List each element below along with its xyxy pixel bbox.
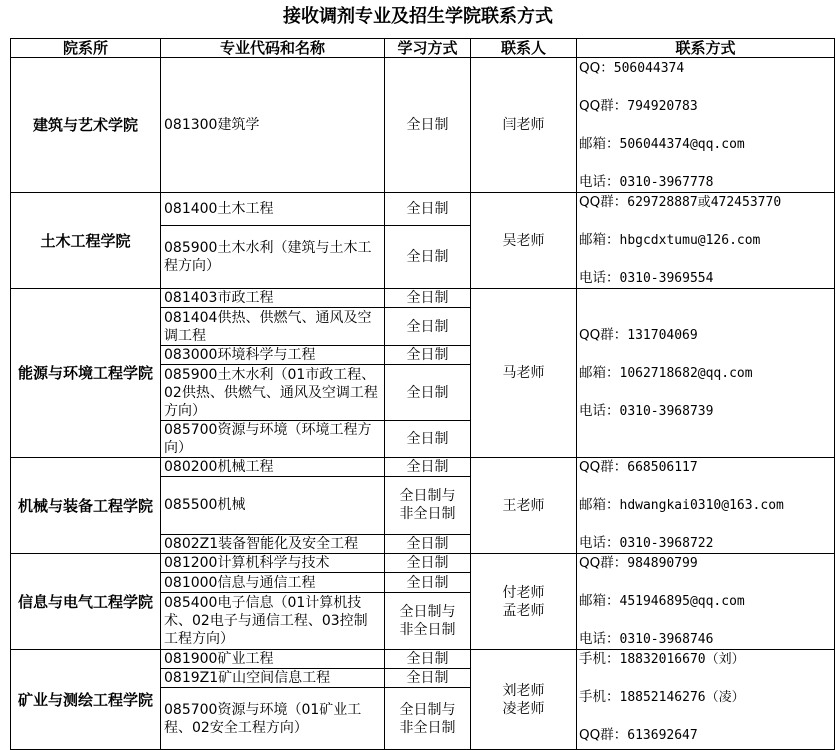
college-name: 机械与装备工程学院 xyxy=(11,458,161,554)
info-line: 手机：18832016670（刘） xyxy=(579,651,745,667)
page-title: 接收调剂专业及招生学院联系方式 xyxy=(283,6,553,27)
table-row xyxy=(11,650,835,669)
contact-person: 吴老师 xyxy=(471,193,577,289)
major-name: 081403市政工程 xyxy=(161,289,385,308)
table-row xyxy=(11,289,835,308)
info-line: 电话：0310-3968739 xyxy=(579,402,714,419)
contact-info xyxy=(577,458,835,554)
info-line: 邮箱：hdwangkai0310@163.com xyxy=(579,497,784,513)
study-mode: 全日制 xyxy=(385,669,471,688)
contact-info xyxy=(577,193,835,289)
college-name: 信息与电气工程学院 xyxy=(11,554,161,650)
header-study-mode: 学习方式 xyxy=(385,39,471,58)
table-row xyxy=(11,193,835,226)
major-name: 0819Z1矿山空间信息工程 xyxy=(161,669,385,688)
study-mode: 全日制 xyxy=(385,308,471,346)
college-name: 土木工程学院 xyxy=(11,193,161,289)
info-line: 邮箱：hbgcdxtumu@126.com xyxy=(579,232,761,248)
info-line: QQ群：131704069 xyxy=(579,326,698,343)
major-name: 085900土木水利（建筑与土木工程方向） xyxy=(161,225,385,288)
contact-person: 王老师 xyxy=(471,458,577,554)
major-name: 081900矿业工程 xyxy=(161,650,385,669)
info-line: QQ群：613692647 xyxy=(579,727,698,743)
contact-person: 闫老师 xyxy=(471,58,577,193)
study-mode: 全日制 xyxy=(385,365,471,421)
study-mode: 全日制与非全日制 xyxy=(385,477,471,534)
contact-info xyxy=(577,58,835,193)
study-mode: 全日制 xyxy=(385,650,471,669)
contact-person: 付老师 孟老师 xyxy=(471,554,577,650)
major-name: 081404供热、供燃气、通风及空调工程 xyxy=(161,308,385,346)
header-contact-person: 联系人 xyxy=(471,39,577,58)
major-name: 085400电子信息（01计算机技术、02电子与通信工程、03控制工程方向） xyxy=(161,592,385,649)
table-row xyxy=(11,554,835,573)
study-mode: 全日制 xyxy=(385,193,471,226)
study-mode: 全日制与非全日制 xyxy=(385,592,471,649)
header-contact-info: 联系方式 xyxy=(577,39,835,58)
info-line: 电话：0310-3969554 xyxy=(579,270,714,286)
major-name: 081400土木工程 xyxy=(161,193,385,226)
study-mode: 全日制 xyxy=(385,573,471,592)
table-row xyxy=(11,58,835,193)
info-line: QQ群：629728887或472453770 xyxy=(579,194,782,210)
college-name: 矿业与测绘工程学院 xyxy=(11,650,161,750)
info-line: 电话：0310-3968722 xyxy=(579,535,714,551)
info-line: 手机：18852146276（凌） xyxy=(579,689,745,705)
major-name: 085700资源与环境（01矿业工程、02安全工程方向） xyxy=(161,688,385,750)
contact-person: 刘老师 凌老师 xyxy=(471,650,577,750)
college-name: 能源与环境工程学院 xyxy=(11,289,161,458)
contact-info xyxy=(577,554,835,650)
contact-person: 马老师 xyxy=(471,289,577,458)
info-line: QQ：506044374 xyxy=(579,60,685,76)
major-name: 081200计算机科学与技术 xyxy=(161,554,385,573)
header-major: 专业代码和名称 xyxy=(161,39,385,58)
study-mode: 全日制 xyxy=(385,58,471,193)
study-mode: 全日制 xyxy=(385,458,471,477)
major-name: 080200机械工程 xyxy=(161,458,385,477)
info-line: QQ群：984890799 xyxy=(579,555,698,571)
info-line: 邮箱：451946895@qq.com xyxy=(579,593,745,609)
contact-info xyxy=(577,289,835,458)
major-name: 0802Z1装备智能化及安全工程 xyxy=(161,534,385,553)
major-name: 081300建筑学 xyxy=(161,58,385,193)
major-name: 085900土木水利（01市政工程、02供热、供燃气、通风及空调工程方向） xyxy=(161,365,385,421)
study-mode: 全日制 xyxy=(385,346,471,365)
header-college: 院系所 xyxy=(11,39,161,58)
info-line: 电话：0310-3967778 xyxy=(579,174,714,190)
study-mode: 全日制 xyxy=(385,554,471,573)
college-name: 建筑与艺术学院 xyxy=(11,58,161,193)
major-name: 083000环境科学与工程 xyxy=(161,346,385,365)
header-row xyxy=(11,39,835,58)
study-mode: 全日制 xyxy=(385,289,471,308)
contact-table xyxy=(10,38,835,750)
study-mode: 全日制 xyxy=(385,225,471,288)
study-mode: 全日制 xyxy=(385,421,471,458)
info-line: 邮箱：506044374@qq.com xyxy=(579,136,745,152)
study-mode: 全日制 xyxy=(385,534,471,553)
info-line: QQ群：668506117 xyxy=(579,459,698,475)
info-line: 邮箱：1062718682@qq.com xyxy=(579,364,753,381)
table-row xyxy=(11,458,835,477)
info-line: 电话：0310-3968746 xyxy=(579,631,714,647)
major-name: 085700资源与环境（环境工程方向） xyxy=(161,421,385,458)
info-line: QQ群：794920783 xyxy=(579,98,698,114)
major-name: 081000信息与通信工程 xyxy=(161,573,385,592)
study-mode: 全日制与非全日制 xyxy=(385,688,471,750)
major-name: 085500机械 xyxy=(161,477,385,534)
contact-info xyxy=(577,650,835,750)
